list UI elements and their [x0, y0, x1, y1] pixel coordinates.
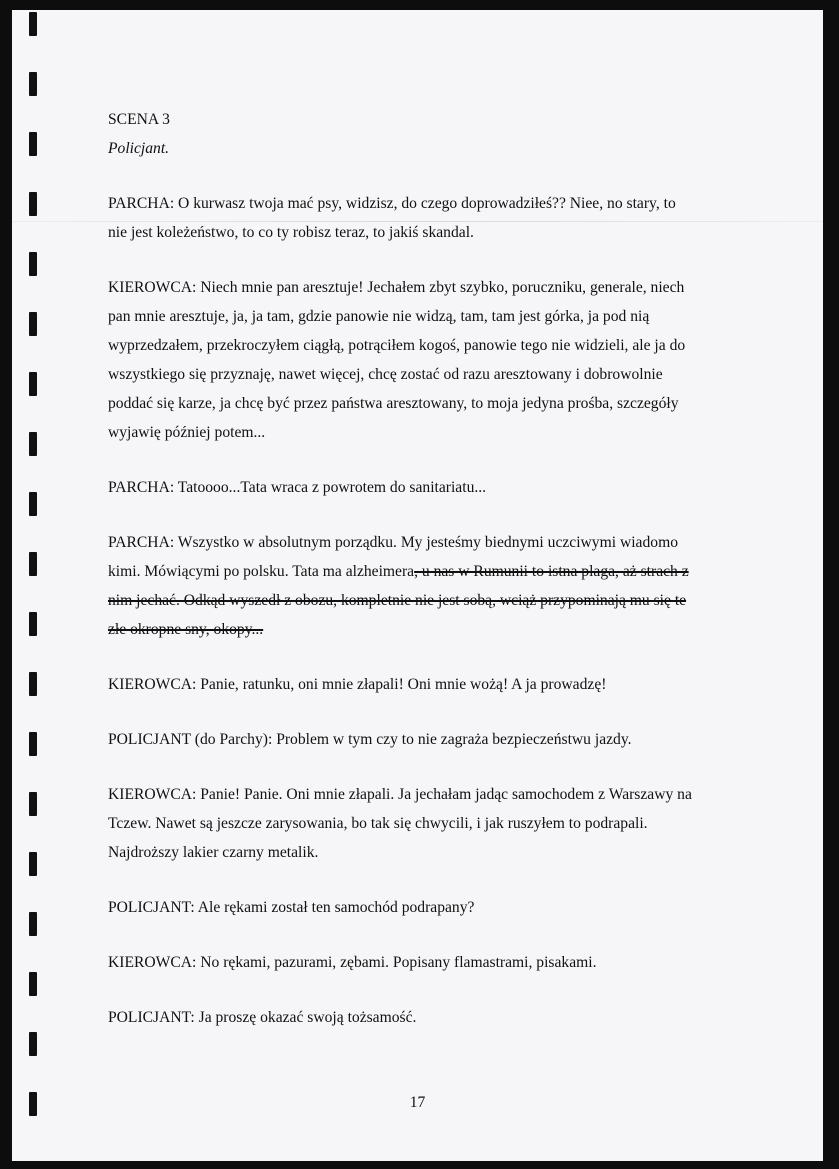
binding-hole [29, 492, 37, 516]
line-text: pan mnie aresztuje, ja, ja tam, gdzie panowie nie widzą, tam, tam jest górka, ja pod nią [108, 308, 650, 325]
text-line [108, 218, 748, 247]
text-line [108, 838, 748, 867]
line-text: KIEROWCA: Panie! Panie. Oni mnie złapali. Ja jechałam jadąc samochodem z Warszawy na [108, 786, 692, 803]
scene-title: SCENA 3 [108, 111, 170, 128]
text-line [108, 809, 748, 838]
binding-hole [29, 1032, 37, 1056]
line-text: wszystkiego się przyznaję, nawet więcej, chcę zostać od razu aresztowany i dobrowolnie [108, 366, 663, 383]
dialogue-paragraph [108, 528, 748, 644]
binding-hole [29, 372, 37, 396]
line-text: KIEROWCA: No rękami, pazurami, zębami. Popisany flamastrami, pisakami. [108, 954, 597, 971]
binding-hole [29, 912, 37, 936]
line-text: KIEROWCA: Niech mnie pan aresztuje! Jechałem zbyt szybko, poruczniku, generale, niech [108, 279, 685, 296]
binding-hole [29, 972, 37, 996]
line-text: Tczew. Nawet są jeszcze zarysowania, bo tak się chwycili, i jak ruszyłem to podrapali. [108, 815, 648, 832]
dialogue-paragraph [108, 189, 748, 247]
line-text: nie jest koleżeństwo, to co ty robisz teraz, to jakiś skandal. [108, 224, 474, 241]
text-line [108, 557, 748, 586]
binding-hole [29, 612, 37, 636]
text-line [108, 615, 748, 644]
binding-hole [29, 192, 37, 216]
binding-hole [29, 552, 37, 576]
text-line [108, 360, 748, 389]
line-text: POLICJANT (do Parchy): Problem w tym czy to nie zagraża bezpieczeństwu jazdy. [108, 731, 632, 748]
dialogue-paragraph [108, 473, 748, 502]
text-line [108, 189, 748, 218]
dialogue-paragraph [108, 273, 748, 447]
text-line [108, 893, 748, 922]
binding-hole [29, 312, 37, 336]
document-page [12, 10, 823, 1161]
dialogue-list [108, 189, 748, 1032]
text-line [108, 389, 748, 418]
text-line [108, 670, 748, 699]
text-line [108, 473, 748, 502]
dialogue-paragraph [108, 670, 748, 699]
binding-hole [29, 252, 37, 276]
line-text: kimi. Mówiącymi po polsku. Tata ma alzheimera [108, 563, 415, 580]
text-line [108, 948, 748, 977]
struck-text: nim jechać. Odkąd wyszedł z obozu, kompletnie nie jest sobą, wciąż przypominają mu się te [108, 592, 687, 609]
binding-hole [29, 672, 37, 696]
binding-hole [29, 432, 37, 456]
dialogue-paragraph [108, 1003, 748, 1032]
binding-hole [29, 732, 37, 756]
line-text: wyprzedzałem, przekroczyłem ciągłą, potrąciłem kogoś, panowie tego nie widzieli, ale ja do [108, 337, 686, 354]
line-text: poddać się karze, ja chcę być przez państwa aresztowany, to moja jedyna prośba, szczegóły [108, 395, 679, 412]
text-line [108, 780, 748, 809]
text-line [108, 1003, 748, 1032]
binding-hole [29, 72, 37, 96]
binding-hole [29, 132, 37, 156]
dialogue-paragraph [108, 780, 748, 867]
binding-hole [29, 852, 37, 876]
script-content [108, 105, 748, 1058]
scene-heading [108, 105, 748, 163]
dialogue-paragraph [108, 948, 748, 977]
text-line [108, 273, 748, 302]
text-line [108, 418, 748, 447]
binding-hole [29, 792, 37, 816]
line-text: POLICJANT: Ale rękami został ten samochód podrapany? [108, 899, 475, 916]
binding-hole [29, 12, 37, 36]
dialogue-paragraph [108, 725, 748, 754]
line-text: PARCHA: Wszystko w absolutnym porządku. My jesteśmy biednymi uczciwymi wiadomo [108, 534, 678, 551]
text-line [108, 725, 748, 754]
scene-setting: Policjant. [108, 140, 170, 157]
text-line [108, 586, 748, 615]
line-text: PARCHA: Tatoooo...Tata wraca z powrotem do sanitariatu... [108, 479, 487, 496]
page-number: 17 [409, 1094, 426, 1111]
line-text: POLICJANT: Ja proszę okazać swoją tożsamość. [108, 1009, 417, 1026]
text-line [108, 302, 748, 331]
line-text: wyjawię później potem... [108, 424, 266, 441]
dialogue-paragraph [108, 893, 748, 922]
text-line [108, 331, 748, 360]
binding-holes [29, 10, 43, 1161]
line-text: Najdroższy lakier czarny metalik. [108, 844, 319, 861]
line-text: PARCHA: O kurwasz twoja mać psy, widzisz, do czego doprowadziłeś?? Niee, no stary, to [108, 195, 676, 212]
line-text: KIEROWCA: Panie, ratunku, oni mnie złapali! Oni mnie wożą! A ja prowadzę! [108, 676, 607, 693]
text-line [108, 528, 748, 557]
struck-text: , u nas w Rumunii to istna plaga, aż strach z [414, 563, 689, 580]
struck-text: złe okropne sny, okopy... [108, 621, 264, 638]
